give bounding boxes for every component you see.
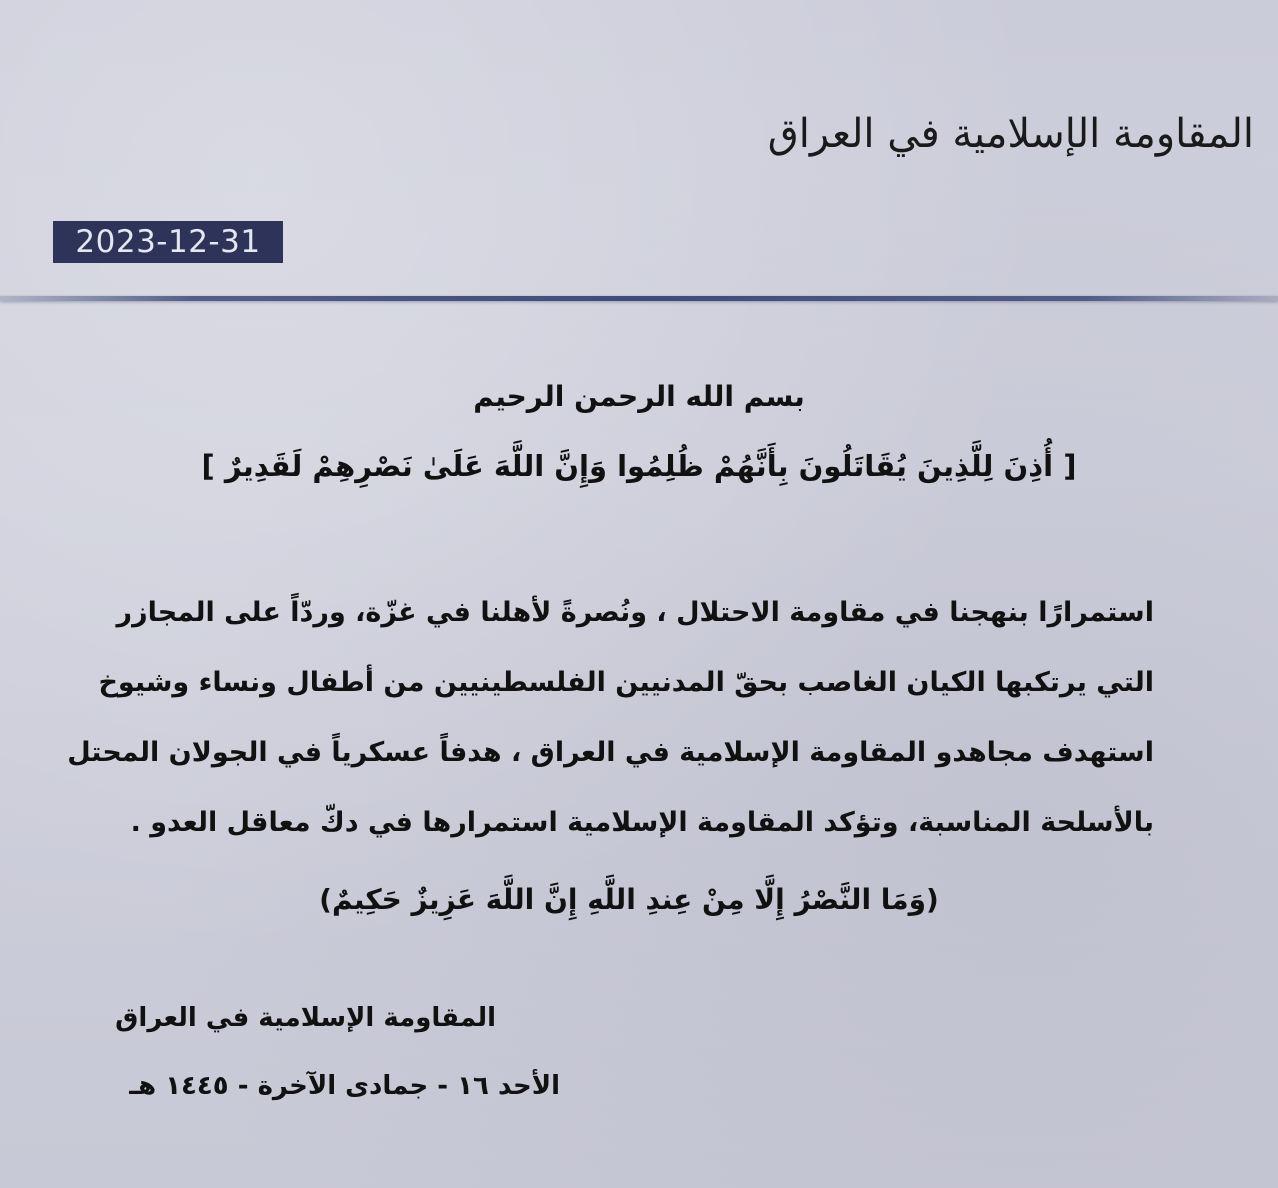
organization-logo: المقاومة الإسلامية في العراق: [767, 111, 1254, 157]
signature: المقاومة الإسلامية في العراق: [115, 1003, 496, 1033]
statement-body-line: استمرارًا بنهجنا في مقاومة الاحتلال ، ونُصرةً لأهلنا في غزّة، وردّاً على المجازر: [116, 597, 1154, 628]
statement-body-line: استهدف مجاهدو المقاومة الإسلامية في العراق ، هدفاً عسكرياً في الجولان المحتل: [67, 737, 1154, 768]
basmala: بسم الله الرحمن الرحيم: [473, 380, 805, 413]
opening-verse: [ أُذِنَ لِلَّذِينَ يُقَاتَلُونَ بِأَنَّهُمْ ظُلِمُوا وَإِنَّ اللَّهَ عَلَىٰ نَصْرِهِمْ لَقَدِيرٌ ]: [201, 449, 1077, 483]
header-divider: [0, 296, 1278, 301]
hijri-date: الأحد ١٦ - جمادى الآخرة - ١٤٤٥ هـ: [129, 1071, 560, 1101]
date-badge: 2023-12-31: [53, 221, 283, 263]
statement-body: [67, 578, 1154, 858]
statement-body-line: بالأسلحة المناسبة، وتؤكد المقاومة الإسلامية استمرارها في دكّ معاقل العدو .: [130, 807, 1154, 838]
statement-body-line: التي يرتكبها الكيان الغاصب بحقّ المدنيين الفلسطينيين من أطفال ونساء وشيوخ: [98, 667, 1154, 698]
closing-verse: (وَمَا النَّصْرُ إِلَّا مِنْ عِندِ اللَّهِ إِنَّ اللَّهَ عَزِيزٌ حَكِيمٌ): [319, 883, 939, 916]
